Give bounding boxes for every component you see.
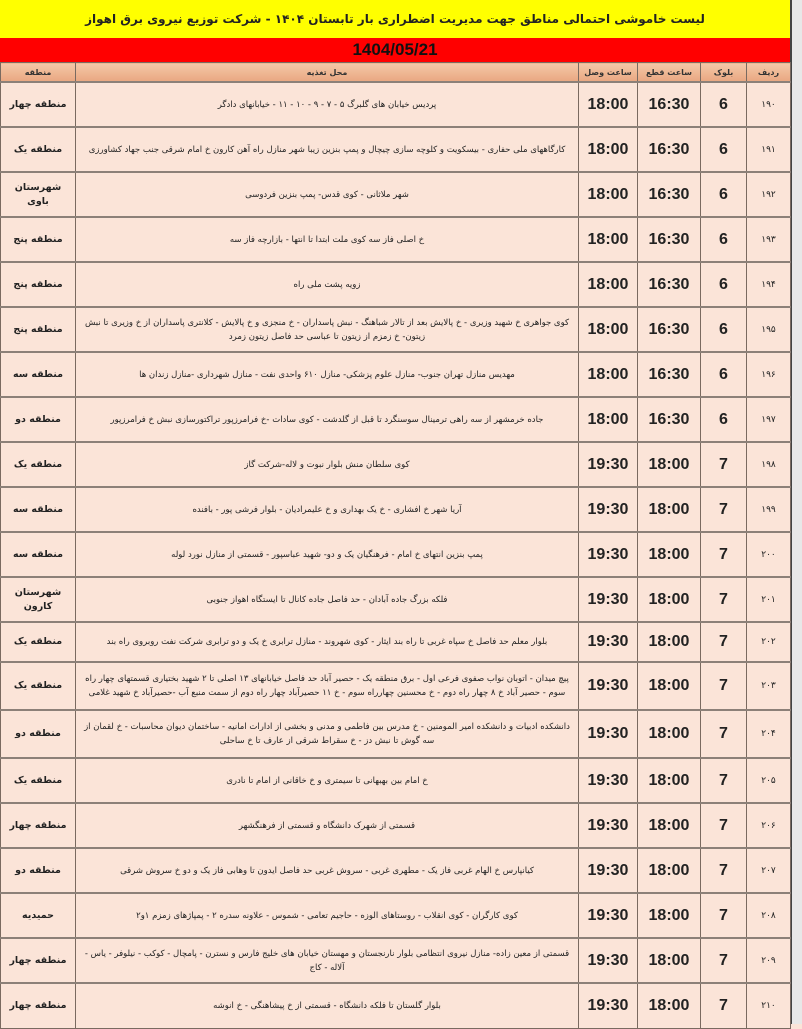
row-number: ۱۹۲ bbox=[747, 172, 791, 217]
region-name: منطقه سه bbox=[1, 532, 76, 577]
reconnect-time: 19:30 bbox=[579, 532, 638, 577]
cut-time: 16:30 bbox=[638, 127, 701, 172]
reconnect-time: 18:00 bbox=[579, 352, 638, 397]
region-name: منطقه چهار bbox=[1, 983, 76, 1028]
row-number: ۲۰۷ bbox=[747, 848, 791, 893]
table-row bbox=[1, 172, 791, 217]
reconnect-time: 19:30 bbox=[579, 622, 638, 662]
header-cut-time: ساعت قطع bbox=[638, 63, 701, 83]
region-name: منطقه چهار bbox=[1, 82, 76, 127]
table-row bbox=[1, 983, 791, 1028]
feeder-location: کوی سلطان منش بلوار نبوت و لاله-شرکت گاز bbox=[76, 442, 579, 487]
block-number: 6 bbox=[701, 172, 747, 217]
reconnect-time: 18:00 bbox=[579, 262, 638, 307]
table-row bbox=[1, 662, 791, 710]
header-location: محل تغذیه bbox=[76, 63, 579, 83]
region-name: منطقه یک bbox=[1, 758, 76, 803]
reconnect-time: 19:30 bbox=[579, 662, 638, 710]
cut-time: 16:30 bbox=[638, 397, 701, 442]
block-number: 7 bbox=[701, 532, 747, 577]
feeder-location: قسمتی از معین زاده- منازل نیروی انتظامی بلوار نارنجستان و مهستان خیابان های خلیج فارس و نسترن - پامچال - کوکب - نیلوفر - یاس - آلاله - کاج bbox=[76, 938, 579, 983]
cut-time: 18:00 bbox=[638, 983, 701, 1028]
row-number: ۱۹۷ bbox=[747, 397, 791, 442]
region-name: منطقه پنج bbox=[1, 217, 76, 262]
row-number: ۱۹۵ bbox=[747, 307, 791, 352]
block-number: 7 bbox=[701, 983, 747, 1028]
cut-time: 18:00 bbox=[638, 487, 701, 532]
block-number: 7 bbox=[701, 893, 747, 938]
region-name: منطقه یک bbox=[1, 127, 76, 172]
row-number: ۱۹۴ bbox=[747, 262, 791, 307]
reconnect-time: 18:00 bbox=[579, 307, 638, 352]
table-row bbox=[1, 710, 791, 758]
cut-time: 18:00 bbox=[638, 577, 701, 622]
block-number: 6 bbox=[701, 352, 747, 397]
feeder-location: مهدیس منازل تهران جنوب- منازل علوم پزشکی- منازل ۶۱۰ واحدی نفت - منازل شهرداری -منازل زندان ها bbox=[76, 352, 579, 397]
row-number: ۲۰۱ bbox=[747, 577, 791, 622]
block-number: 7 bbox=[701, 442, 747, 487]
header-radif: ردیف bbox=[747, 63, 791, 83]
row-number: ۲۰۵ bbox=[747, 758, 791, 803]
feeder-location: فلکه بزرگ جاده آبادان - حد فاصل جاده کانال تا ایستگاه اهواز جنوبی bbox=[76, 577, 579, 622]
schedule-date: 1404/05/21 bbox=[352, 40, 438, 59]
table-row bbox=[1, 442, 791, 487]
block-number: 7 bbox=[701, 662, 747, 710]
region-name: منطقه یک bbox=[1, 662, 76, 710]
table-row bbox=[1, 893, 791, 938]
feeder-location: شهر ملاثانی - کوی قدس- پمپ بنزین فردوسی bbox=[76, 172, 579, 217]
cut-time: 16:30 bbox=[638, 172, 701, 217]
row-number: ۲۰۴ bbox=[747, 710, 791, 758]
feeder-location: آریا شهر خ افشاری - خ یک بهداری و خ علیمرادیان - بلوار فرشی پور - بافنده bbox=[76, 487, 579, 532]
region-name: منطقه سه bbox=[1, 352, 76, 397]
cut-time: 18:00 bbox=[638, 532, 701, 577]
block-number: 7 bbox=[701, 803, 747, 848]
row-number: ۱۹۹ bbox=[747, 487, 791, 532]
row-number: ۱۹۱ bbox=[747, 127, 791, 172]
cut-time: 18:00 bbox=[638, 893, 701, 938]
region-name: منطقه چهار bbox=[1, 938, 76, 983]
block-number: 6 bbox=[701, 262, 747, 307]
table-row bbox=[1, 803, 791, 848]
feeder-location: دانشکده ادبیات و دانشکده امیر المومنین - خ مدرس بین فاطمی و مدنی و بخشی از ادارات امانیه - ساختمان دیوان محاسبات - خ لقمان از سه گوش تا نبش دز - خ سقراط شرقی از عارف تا خ ساحلی bbox=[76, 710, 579, 758]
document-title: لیست خاموشی احتمالی مناطق جهت مدیریت اضطراری بار تابستان ۱۴۰۴ - شرکت توزیع نیروی برق اهواز bbox=[85, 12, 705, 26]
reconnect-time: 18:00 bbox=[579, 172, 638, 217]
feeder-location: پیچ میدان - اتوبان نواب صفوی فرعی اول - برق منطقه یک - حصیر آباد حد فاصل خیابانهای ۱۳ اصلی تا ۲ شهید بختیاری قسمتهای چهار راه سوم - حصیر آباد خ ۸ چهار راه دوم - خ محسنین چهارراه سوم - خ ۱۱ حصیرآباد چهار راه دوم از سمت منبع آب -حصیرآباد خ شهید غلامی bbox=[76, 662, 579, 710]
feeder-location: خ امام بین بهبهانی تا سیمتری و خ خاقانی از امام تا نادری bbox=[76, 758, 579, 803]
table-row bbox=[1, 938, 791, 983]
feeder-location: کارگاههای ملی حفاری - بیسکویت و کلوچه سازی چیچال و پمپ بنزین زیبا شهر منازل راه آهن کارون خ امام شرقی جنب جهاد کشاورزی bbox=[76, 127, 579, 172]
table-row bbox=[1, 307, 791, 352]
region-name: منطقه دو bbox=[1, 848, 76, 893]
reconnect-time: 18:00 bbox=[579, 397, 638, 442]
reconnect-time: 19:30 bbox=[579, 577, 638, 622]
reconnect-time: 18:00 bbox=[579, 217, 638, 262]
block-number: 6 bbox=[701, 217, 747, 262]
reconnect-time: 19:30 bbox=[579, 803, 638, 848]
cut-time: 16:30 bbox=[638, 217, 701, 262]
table-row bbox=[1, 622, 791, 662]
row-number: ۱۹۳ bbox=[747, 217, 791, 262]
feeder-location: بلوار معلم حد فاصل خ سپاه غربی تا راه بند ایثار - کوی شهروند - منازل ترابری خ یک و دو ترابری شرکت نفت روبروی راه بند bbox=[76, 622, 579, 662]
reconnect-time: 19:30 bbox=[579, 848, 638, 893]
table-header-row bbox=[1, 63, 791, 83]
cut-time: 18:00 bbox=[638, 622, 701, 662]
row-number: ۱۹۶ bbox=[747, 352, 791, 397]
reconnect-time: 19:30 bbox=[579, 893, 638, 938]
table-row bbox=[1, 127, 791, 172]
block-number: 7 bbox=[701, 848, 747, 893]
region-name: منطقه دو bbox=[1, 397, 76, 442]
feeder-location: پمپ بنزین انتهای خ امام - فرهنگیان یک و دو- شهید عباسپور - قسمتی از منازل نورد لوله bbox=[76, 532, 579, 577]
feeder-location: کوی کارگران - کوی انقلاب - روستاهای الوزه - حاجیم تعامی - شموس - علاونه سدره ۲ - پمپاژهای زمزم ۱و۲ bbox=[76, 893, 579, 938]
row-number: ۲۰۲ bbox=[747, 622, 791, 662]
cut-time: 18:00 bbox=[638, 848, 701, 893]
feeder-location: جاده خرمشهر از سه راهی ترمینال سوسنگرد تا قبل از گلدشت - کوی سادات -خ فرامرزپور تراکتورسازی نبش خ فرامرزپور bbox=[76, 397, 579, 442]
table-row bbox=[1, 487, 791, 532]
reconnect-time: 19:30 bbox=[579, 758, 638, 803]
feeder-location: پردیس خیابان های گلبرگ ۵ - ۷ - ۹ - ۱۰ - ۱۱ - خیابانهای دادگر bbox=[76, 82, 579, 127]
table-row bbox=[1, 352, 791, 397]
cut-time: 18:00 bbox=[638, 758, 701, 803]
page-edge bbox=[790, 0, 802, 1024]
row-number: ۱۹۰ bbox=[747, 82, 791, 127]
block-number: 6 bbox=[701, 397, 747, 442]
region-name: شهرستان باوی bbox=[1, 172, 76, 217]
block-number: 7 bbox=[701, 710, 747, 758]
table-row bbox=[1, 82, 791, 127]
feeder-location: کوی جواهری خ شهید وزیری - خ پالایش بعد از تالار شباهنگ - نبش پاسداران - خ منجزی و خ پالایش - کلانتری پاسداران از خ وزیری تا نبش زیتون- خ زمزم از زیتون تا عباسی حد فاصل زیتون زمرد bbox=[76, 307, 579, 352]
block-number: 6 bbox=[701, 307, 747, 352]
cut-time: 18:00 bbox=[638, 710, 701, 758]
feeder-location: زویه پشت ملی راه bbox=[76, 262, 579, 307]
block-number: 7 bbox=[701, 758, 747, 803]
reconnect-time: 19:30 bbox=[579, 487, 638, 532]
cut-time: 18:00 bbox=[638, 803, 701, 848]
table-row bbox=[1, 532, 791, 577]
header-region: منطقه bbox=[1, 63, 76, 83]
region-name: منطقه سه bbox=[1, 487, 76, 532]
row-number: ۲۰۳ bbox=[747, 662, 791, 710]
row-number: ۲۰۸ bbox=[747, 893, 791, 938]
document-title-bar bbox=[0, 0, 792, 38]
table-row bbox=[1, 397, 791, 442]
feeder-location: قسمتی از شهرک دانشگاه و قسمتی از فرهنگشهر bbox=[76, 803, 579, 848]
region-name: منطقه پنج bbox=[1, 262, 76, 307]
block-number: 7 bbox=[701, 487, 747, 532]
table-row bbox=[1, 848, 791, 893]
block-number: 6 bbox=[701, 82, 747, 127]
reconnect-time: 19:30 bbox=[579, 938, 638, 983]
row-number: ۲۰۹ bbox=[747, 938, 791, 983]
cut-time: 18:00 bbox=[638, 662, 701, 710]
cut-time: 18:00 bbox=[638, 442, 701, 487]
cut-time: 16:30 bbox=[638, 262, 701, 307]
table-row bbox=[1, 577, 791, 622]
header-reconnect-time: ساعت وصل bbox=[579, 63, 638, 83]
feeder-location: خ اصلی فاز سه کوی ملت ابتدا تا انتها - بازارچه فاز سه bbox=[76, 217, 579, 262]
block-number: 6 bbox=[701, 127, 747, 172]
region-name: منطقه چهار bbox=[1, 803, 76, 848]
date-bar bbox=[0, 38, 792, 62]
block-number: 7 bbox=[701, 938, 747, 983]
region-name: منطقه دو bbox=[1, 710, 76, 758]
block-number: 7 bbox=[701, 622, 747, 662]
block-number: 7 bbox=[701, 577, 747, 622]
table-row bbox=[1, 758, 791, 803]
cut-time: 16:30 bbox=[638, 82, 701, 127]
cut-time: 18:00 bbox=[638, 938, 701, 983]
table-row bbox=[1, 262, 791, 307]
row-number: ۲۰۰ bbox=[747, 532, 791, 577]
region-name: منطقه یک bbox=[1, 442, 76, 487]
outage-schedule-table bbox=[0, 62, 791, 1029]
reconnect-time: 18:00 bbox=[579, 82, 638, 127]
cut-time: 16:30 bbox=[638, 307, 701, 352]
row-number: ۲۰۶ bbox=[747, 803, 791, 848]
row-number: ۱۹۸ bbox=[747, 442, 791, 487]
reconnect-time: 19:30 bbox=[579, 442, 638, 487]
feeder-location: کیانپارس خ الهام غربی فاز یک - مطهری غربی - سروش غربی حد فاصل ایدون تا وهابی فاز یک و دو خ سروش شرقی bbox=[76, 848, 579, 893]
header-block: بلوک bbox=[701, 63, 747, 83]
table-row bbox=[1, 217, 791, 262]
reconnect-time: 19:30 bbox=[579, 983, 638, 1028]
feeder-location: بلوار گلستان تا فلکه دانشگاه - قسمتی از خ پیشاهنگی - خ انوشه bbox=[76, 983, 579, 1028]
region-name: شهرستان کارون bbox=[1, 577, 76, 622]
reconnect-time: 18:00 bbox=[579, 127, 638, 172]
region-name: حمیدیه bbox=[1, 893, 76, 938]
row-number: ۲۱۰ bbox=[747, 983, 791, 1028]
region-name: منطقه پنج bbox=[1, 307, 76, 352]
region-name: منطقه یک bbox=[1, 622, 76, 662]
reconnect-time: 19:30 bbox=[579, 710, 638, 758]
cut-time: 16:30 bbox=[638, 352, 701, 397]
